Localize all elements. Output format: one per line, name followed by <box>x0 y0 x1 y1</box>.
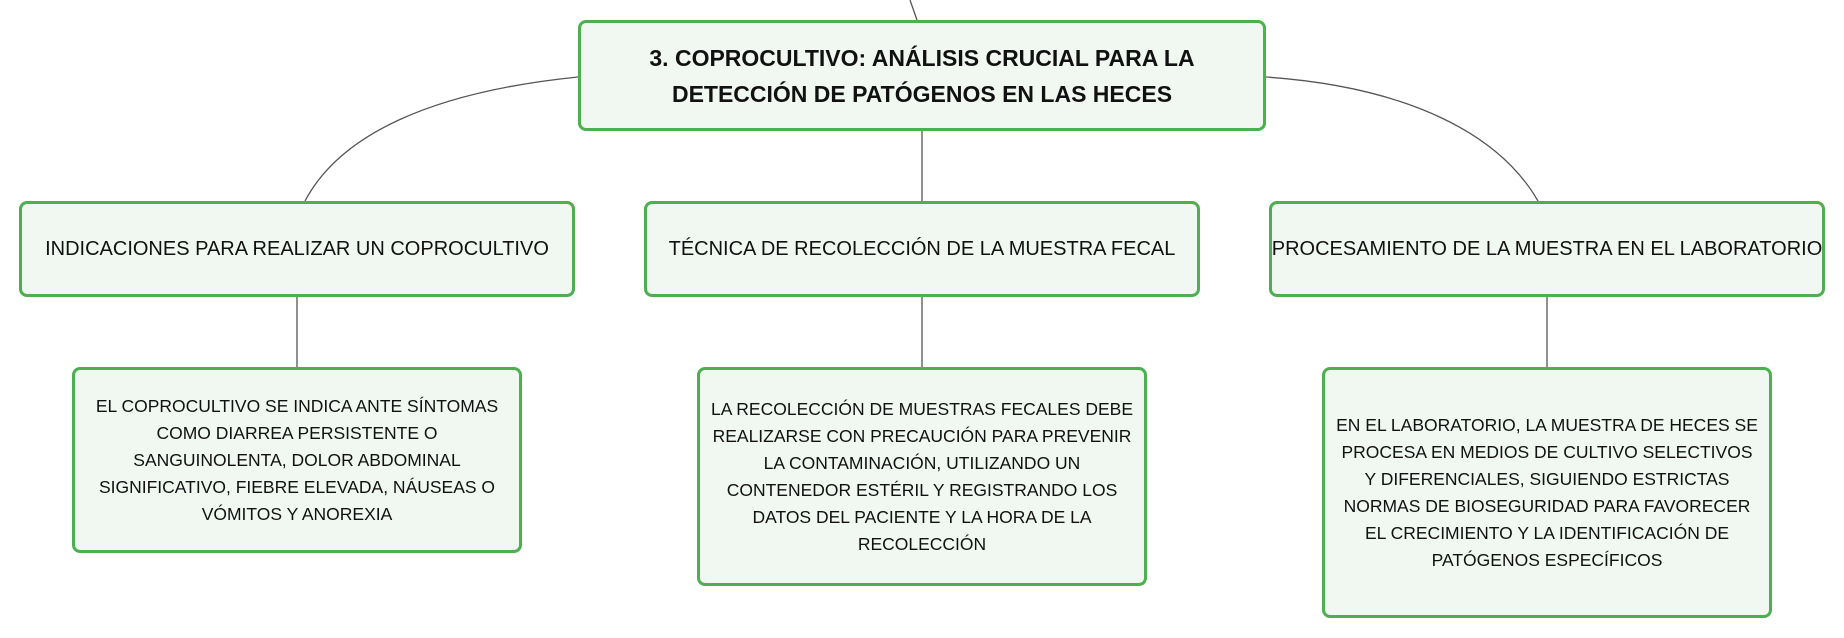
branch-procesamiento[interactable] <box>1269 201 1825 297</box>
branch-tecnica-recoleccion[interactable] <box>644 201 1200 297</box>
branch-label: TÉCNICA DE RECOLECCIÓN DE LA MUESTRA FECAL <box>668 237 1176 260</box>
detail-procesamiento[interactable] <box>1322 367 1772 618</box>
connector-root-to-branch-1 <box>305 77 578 201</box>
detail-text: LA RECOLECCIÓN DE MUESTRAS FECALES DEBE REALIZARSE CON PRECAUCIÓN PARA PREVENIR LA CONTAMINACIÓN, UTILIZANDO UN CONTENEDOR ESTÉRIL Y REGISTRANDO LOS DATOS DEL PACIENTE Y LA HORA DE LA RECOLECCIÓN <box>710 398 1134 554</box>
branch-label: INDICACIONES PARA REALIZAR UN COPROCULTIVO <box>45 237 549 260</box>
detail-text: EN EL LABORATORIO, LA MUESTRA DE HECES SE PROCESA EN MEDIOS DE CULTIVO SELECTIVOS Y DIFERENCIALES, SIGUIENDO ESTRICTAS NORMAS DE BIOSEGURIDAD PARA FAVORECER EL CRECIMIENTO Y LA IDENTIFICACIÓN DE PATÓGENOS ESPECÍFICOS <box>1336 414 1758 570</box>
branch-label: PROCESAMIENTO DE LA MUESTRA EN EL LABORATORIO <box>1271 237 1823 260</box>
branch-indicaciones[interactable] <box>19 201 575 297</box>
detail-tecnica-recoleccion[interactable] <box>697 367 1147 586</box>
connector-parent-to-root <box>910 0 917 20</box>
detail-text: EL COPROCULTIVO SE INDICA ANTE SÍNTOMAS COMO DIARREA PERSISTENTE O SANGUINOLENTA, DOLOR ABDOMINAL SIGNIFICATIVO, FIEBRE ELEVADA, NÁUSEAS O VÓMITOS Y ANOREXIA <box>95 395 499 524</box>
detail-indicaciones[interactable] <box>72 367 522 553</box>
connector-root-to-branch-3 <box>1266 77 1538 201</box>
root-topic-title: 3. COPROCULTIVO: ANÁLISIS CRUCIAL PARA LA DETECCIÓN DE PATÓGENOS EN LAS HECES <box>649 44 1195 107</box>
root-topic[interactable] <box>578 20 1266 131</box>
